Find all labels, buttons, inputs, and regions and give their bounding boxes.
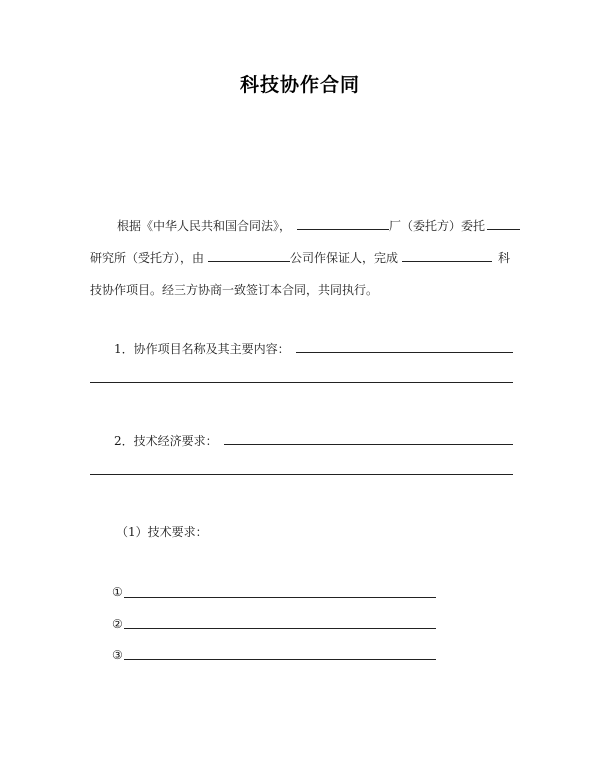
clause-1-label: 1．协作项目名称及其主要内容：	[114, 342, 290, 356]
research-institute-blank[interactable]	[487, 217, 520, 230]
numbered-item-2-line[interactable]	[124, 628, 436, 629]
preamble-text-1b: 厂（委托方）委托	[389, 219, 486, 233]
preamble-line-3: 技协作项目。经三方协商一致签订本合同，共同执行。	[90, 283, 379, 297]
clause-2-label: 2．技术经济要求：	[114, 434, 218, 448]
clause-2-continuation-line[interactable]	[90, 474, 513, 475]
preamble-text-2c: 科	[498, 251, 511, 265]
preamble-text-2a: 研究所（受托方），由	[90, 251, 205, 265]
numbered-item-2-marker: ②	[112, 617, 123, 631]
contract-title: 科技协作合同	[239, 74, 360, 96]
preamble-text-2b: 公司作保证人，完成	[290, 251, 399, 265]
clause-1-continuation-line[interactable]	[90, 382, 513, 383]
numbered-item-1-line[interactable]	[124, 597, 436, 598]
entrusting-party-blank[interactable]	[297, 217, 389, 230]
numbered-item-3-line[interactable]	[124, 659, 436, 660]
numbered-item-1-marker: ①	[112, 585, 123, 599]
numbered-item-3-marker: ③	[112, 648, 123, 662]
clause-1-input-line[interactable]	[296, 352, 513, 353]
preamble-line-1	[90, 217, 514, 235]
project-blank[interactable]	[402, 249, 492, 262]
clause-2-input-line[interactable]	[224, 444, 513, 445]
subclause-1-label: （1）技术要求：	[116, 525, 208, 539]
guarantor-blank[interactable]	[208, 249, 290, 262]
preamble-text-1a: 根据《中华人民共和国合同法》，	[117, 219, 292, 233]
preamble-line-2	[90, 249, 514, 267]
